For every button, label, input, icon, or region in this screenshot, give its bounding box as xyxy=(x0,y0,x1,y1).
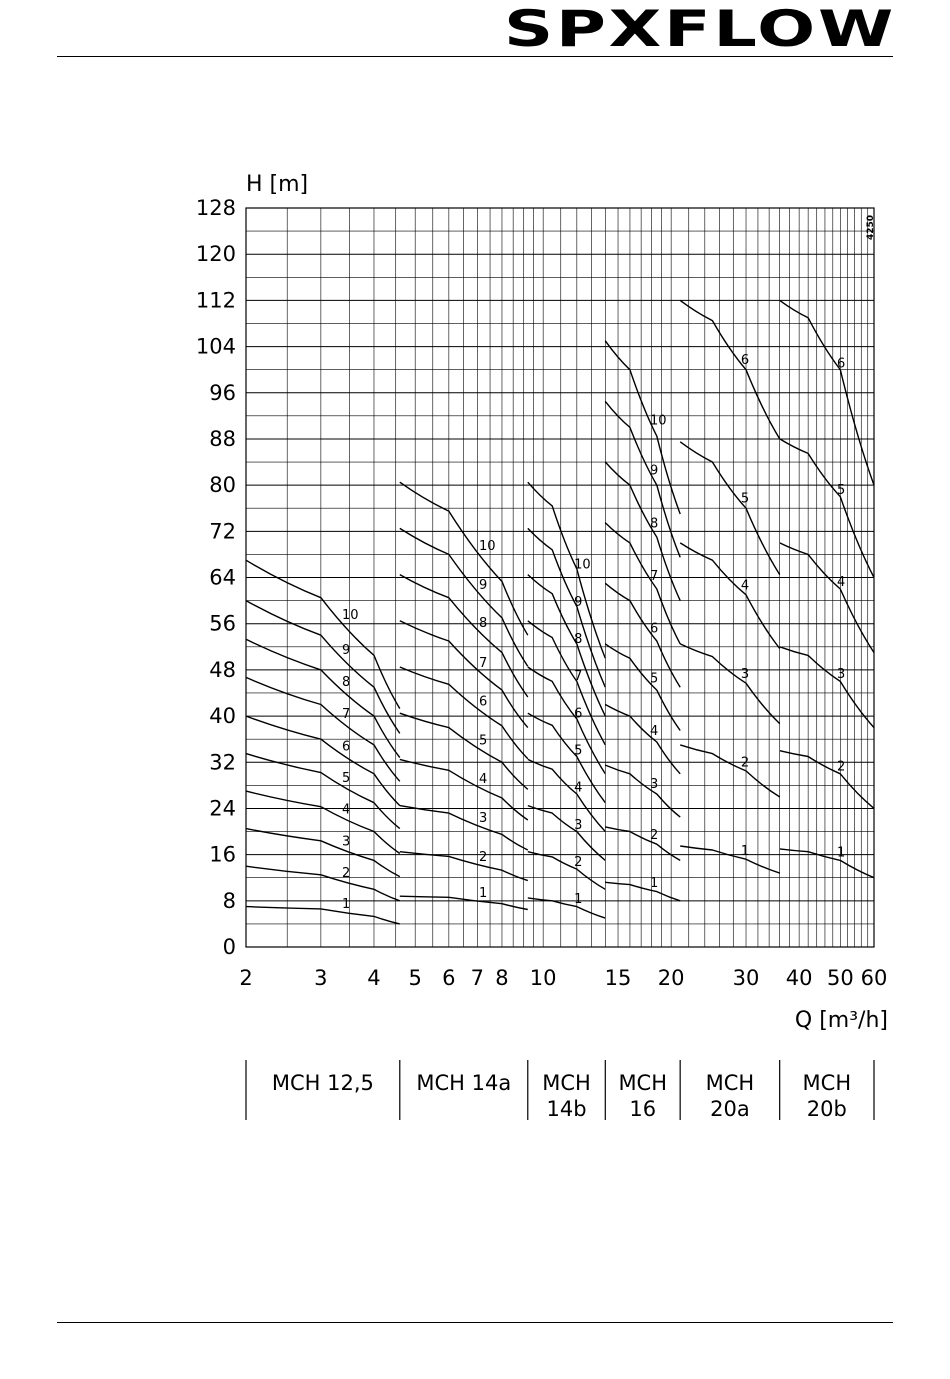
y-tick-label: 128 xyxy=(195,196,236,220)
y-tick-label: 120 xyxy=(195,242,236,267)
model-range-box xyxy=(246,1060,874,1121)
model-label: 14b xyxy=(546,1097,587,1121)
pump-curve xyxy=(605,644,680,731)
x-tick-label: 6 xyxy=(442,966,456,990)
pump-curve xyxy=(246,639,400,757)
x-tick-label: 60 xyxy=(860,966,888,990)
pump-curve xyxy=(780,751,874,809)
stage-label: 1 xyxy=(574,892,583,908)
stage-label: 2 xyxy=(478,849,488,865)
stage-label: 2 xyxy=(341,866,351,882)
y-tick-label: 40 xyxy=(209,704,236,729)
pump-curve xyxy=(528,482,606,658)
stage-label: 8 xyxy=(649,516,659,532)
pump-curve xyxy=(528,621,606,745)
x-tick-label: 4 xyxy=(367,966,381,990)
stage-label: 3 xyxy=(341,834,351,850)
pump-curve xyxy=(680,543,780,649)
pump-curve xyxy=(528,759,606,831)
x-tick-label: 3 xyxy=(314,966,328,990)
pump-curve xyxy=(605,882,680,901)
stage-label: 5 xyxy=(341,770,351,786)
pump-curve xyxy=(528,575,606,717)
model-label: 16 xyxy=(629,1097,657,1121)
model-label: MCH 14a xyxy=(416,1071,512,1095)
pump-curve xyxy=(680,644,780,724)
stage-label: 6 xyxy=(649,621,659,637)
pump-curve xyxy=(246,866,400,901)
x-axis-label: Q [m³/h] xyxy=(794,1008,888,1033)
stage-label: 5 xyxy=(574,743,583,759)
y-tick-label: 112 xyxy=(195,288,236,313)
stage-label: 4 xyxy=(341,802,351,818)
pump-curve xyxy=(780,849,874,878)
stage-label: 1 xyxy=(836,845,846,861)
pump-curve xyxy=(246,754,400,829)
y-tick-label: 64 xyxy=(209,565,236,590)
pump-curve xyxy=(246,791,400,853)
stage-label: 9 xyxy=(574,594,583,610)
model-label: MCH xyxy=(705,1071,755,1095)
stage-label-layer xyxy=(342,353,845,912)
drawing-number: 4250 xyxy=(866,214,876,240)
pump-curve xyxy=(780,647,874,728)
stage-label: 9 xyxy=(649,463,659,479)
stage-label: 1 xyxy=(740,843,750,859)
logo-text: SPXFLOW xyxy=(504,2,896,54)
x-tick-label: 5 xyxy=(408,966,422,990)
model-label: 20a xyxy=(710,1097,750,1121)
stage-label: 7 xyxy=(574,669,583,685)
x-tick-label: 2 xyxy=(239,966,253,990)
pump-curve xyxy=(605,765,680,817)
x-tick-label: 20 xyxy=(657,966,685,990)
stage-label: 10 xyxy=(649,413,667,429)
stage-label: 7 xyxy=(478,655,488,671)
stage-label: 5 xyxy=(478,733,488,749)
footer-rule xyxy=(57,1322,893,1323)
grid-layer xyxy=(246,208,874,947)
y-tick-label: 8 xyxy=(222,888,236,913)
stage-label: 6 xyxy=(341,739,351,755)
stage-label: 3 xyxy=(836,667,846,683)
x-tick-label: 40 xyxy=(785,966,813,990)
stage-label: 1 xyxy=(649,875,659,891)
stage-label: 10 xyxy=(478,539,496,555)
y-axis-label: H [m] xyxy=(246,172,309,197)
model-label: MCH 12,5 xyxy=(271,1071,374,1095)
pump-curve xyxy=(528,528,606,687)
y-tick-label: 56 xyxy=(209,611,236,636)
stage-label: 6 xyxy=(574,706,583,722)
y-tick-label: 80 xyxy=(209,473,236,498)
model-label: 20b xyxy=(806,1097,847,1121)
pump-curve xyxy=(246,601,400,734)
stage-label: 8 xyxy=(478,616,488,632)
stage-label: 9 xyxy=(478,578,488,594)
stage-label: 2 xyxy=(836,759,846,775)
stage-label: 3 xyxy=(740,667,750,683)
stage-label: 5 xyxy=(649,671,659,687)
x-tick-label: 50 xyxy=(826,966,854,990)
pump-curve xyxy=(605,583,680,687)
pump-curve xyxy=(528,852,606,890)
x-tick-label: 30 xyxy=(732,966,760,990)
stage-label: 7 xyxy=(649,568,659,584)
y-tick-label: 104 xyxy=(195,334,236,359)
stage-label: 3 xyxy=(574,817,583,833)
y-tick-label: 48 xyxy=(209,657,236,682)
stage-label: 4 xyxy=(574,780,583,796)
pump-curve xyxy=(528,713,606,803)
pump-curve xyxy=(246,907,400,924)
stage-label: 2 xyxy=(649,827,659,843)
stage-label: 8 xyxy=(341,675,351,691)
stage-label: 10 xyxy=(574,557,591,573)
model-label: MCH xyxy=(802,1071,852,1095)
y-tick-label: 0 xyxy=(222,935,236,959)
stage-label: 7 xyxy=(341,707,351,723)
x-tick-label: 15 xyxy=(604,966,632,990)
stage-label: 6 xyxy=(836,356,846,372)
stage-label: 8 xyxy=(574,632,583,648)
pump-curve xyxy=(605,341,680,514)
pump-curve xyxy=(680,843,780,873)
y-tick-label: 72 xyxy=(209,519,236,544)
stage-label: 6 xyxy=(478,694,488,710)
pump-curve xyxy=(605,523,680,644)
model-label: MCH xyxy=(542,1071,591,1095)
stage-label: 2 xyxy=(574,854,583,870)
stage-label: 3 xyxy=(478,811,488,827)
pump-curve xyxy=(680,745,780,797)
stage-label: 3 xyxy=(649,776,659,792)
stage-label: 2 xyxy=(740,755,750,771)
stage-label: 4 xyxy=(478,772,488,788)
y-tick-label: 32 xyxy=(209,750,236,775)
stage-label: 4 xyxy=(836,575,846,591)
x-tick-label: 8 xyxy=(495,966,509,990)
stage-label: 1 xyxy=(478,886,488,902)
y-tick-label: 88 xyxy=(209,426,236,451)
tick-label-layer xyxy=(196,196,887,990)
pump-curve xyxy=(780,543,874,653)
stage-label: 4 xyxy=(740,578,750,594)
stage-label: 6 xyxy=(740,352,750,368)
stage-label: 1 xyxy=(341,897,351,913)
x-tick-label: 7 xyxy=(470,966,484,990)
stage-label: 5 xyxy=(836,483,846,499)
pump-curve xyxy=(528,806,606,861)
y-tick-label: 96 xyxy=(209,380,236,405)
model-label: MCH xyxy=(618,1071,668,1095)
stage-label: 9 xyxy=(341,642,351,658)
stage-label: 5 xyxy=(740,491,750,507)
pump-curve xyxy=(605,827,680,861)
stage-label: 10 xyxy=(341,607,359,623)
y-tick-label: 16 xyxy=(209,842,236,867)
stage-label: 4 xyxy=(649,724,659,740)
x-tick-label: 10 xyxy=(529,966,557,990)
y-tick-label: 24 xyxy=(209,796,236,821)
